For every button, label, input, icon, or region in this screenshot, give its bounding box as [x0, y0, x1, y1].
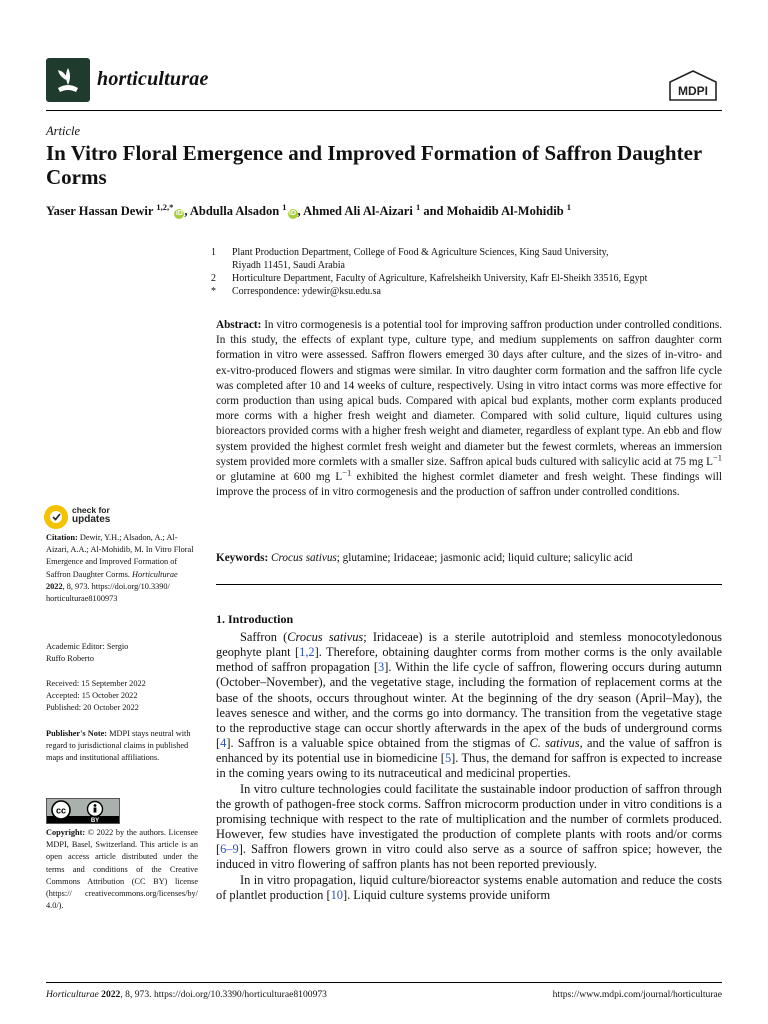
check-for-updates-label[interactable]: check for updates — [72, 505, 111, 525]
citation-year: 2022 — [46, 581, 63, 591]
svg-text:MDPI: MDPI — [678, 84, 708, 98]
received-date: Received: 15 September 2022 — [46, 679, 146, 688]
publisher-note-label: Publisher's Note: — [46, 729, 108, 738]
affiliation-text: Riyadh 11451, Saudi Arabia — [232, 260, 345, 271]
abstract-label: Abstract: — [216, 319, 262, 331]
citation-link[interactable]: 5 — [444, 751, 452, 766]
mdpi-logo[interactable] — [668, 70, 718, 104]
keywords-list: ; glutamine; Iridaceae; jasmonic acid; liquid culture; salicylic acid — [336, 552, 633, 564]
citation-link[interactable]: 6–9 — [220, 842, 239, 857]
author-name[interactable]: Ahmed Ali Al-Aizari — [303, 204, 413, 218]
affiliation-text: Plant Production Department, College of Food & Agriculture Sciences, King Saud University, — [232, 247, 609, 258]
svg-text:cc: cc — [55, 805, 67, 816]
citation-link[interactable]: 3 — [377, 660, 385, 675]
affiliation-mark: 2 — [211, 273, 216, 284]
footer-citation — [46, 989, 327, 1000]
author-sup: 1 — [415, 201, 421, 212]
copyright-label: Copyright: — [46, 828, 86, 837]
author-name[interactable]: and Mohaidib Al-Mohidib — [423, 204, 564, 218]
unit-exponent: −1 — [342, 467, 352, 478]
academic-editor — [46, 641, 198, 665]
check-for-updates-icon[interactable] — [44, 505, 68, 529]
introduction-body — [216, 630, 722, 903]
journal-name[interactable]: horticulturae — [97, 68, 209, 90]
copyright-text: © 2022 by the authors. Licensee MDPI, Basel, Switzerland. This article is an open access article distributed under the terms and conditions of the Creative Commons Attribution (CC BY) license (https:// creativecommons.org/licenses/by/ 4.0/). — [46, 828, 198, 911]
footer-journal: Horticulturae — [46, 989, 99, 1000]
publisher-note — [46, 728, 198, 765]
keyword-species: Crocus sativus — [271, 552, 337, 564]
accepted-date: Accepted: 15 October 2022 — [46, 691, 138, 701]
paragraph: In in vitro propagation, liquid culture/bioreactor systems enable automation and reduce the costs of plantlet production [10]. Liquid culture systems provide uniform — [216, 872, 722, 902]
keywords-label: Keywords: — [216, 552, 269, 564]
history-dates — [46, 678, 198, 715]
paragraph: In vitro culture technologies could facilitate the sustainable indoor production of saffron through the growth of pathogen-free stock corms. Saffron microcorm production under in vitro conditions is a promising technique with respect to the rate of multiplication and the number of cormlets produced. However, few studies have investigated the production of complete plants with roots and/or corms [6–9]. Saffron flowers grown in vitro could also serve as a source of saffron spice; however, the induced in vitro flowering of saffron plants has not been reported previously. — [216, 781, 722, 872]
section-heading: 1. Introduction — [216, 612, 294, 626]
journal-logo-icon — [46, 58, 90, 102]
affiliation-text: Horticulture Department, Faculty of Agriculture, Kafrelsheikh University, Kafr El-Sheikh 33516, Egypt — [232, 273, 648, 284]
keywords-divider — [216, 584, 722, 585]
orcid-icon[interactable]: iD — [289, 210, 297, 217]
citation-doi[interactable]: , 8, 973. https://doi.org/10.3390/ horticulturae8100973 — [46, 581, 170, 604]
footer-doi[interactable]: , 8, 973. https://doi.org/10.3390/horticulturae8100973 — [120, 989, 327, 1000]
author-list: Yaser Hassan Dewir $^{1,2,*}$iD , Abdulla Alsadon $^1$iD , Ahmed Ali Al-Aizari $^1$ and Mohaidib Al-Mohidib $^1$ — [46, 201, 572, 218]
citation-block — [46, 532, 198, 605]
footer-year: 2022 — [98, 989, 121, 1000]
affiliation-mark: * — [211, 286, 216, 297]
author-name[interactable]: Yaser Hassan Dewir — [46, 204, 154, 218]
published-date: Published: 20 October 2022 — [46, 703, 139, 713]
abstract-text: In vitro cormogenesis is a potential tool for improving saffron production under controlled conditions. In this study, the effects of explant type, culture type, and medium supplements on saffron daughter corm formation in vitro were assessed. Saffron flowers emerged 30 days after culture, and the sizes of in-vitro- and ex-vitro-produced flowers and stigmas were similar. In vitro daughter corm formation and the saffron life cycle was completed after 10 and 14 weeks of culture, respectively. Using in vitro intact corms was more effective for corm production than using apical buds. Compared with apical bud explants, mother corm explants produced more corms with a higher fresh weight and diameter. Compared with solid culture, liquid cultures using bioreactors provided corms with a higher fresh weight and diameter, regardless of explant type. An ebb and flow system provided the highest cormlet fresh weight and diameter but the fewest cormlets, whereas an immersion system provided more cormlets with a smaller size. Saffron apical buds cultured with salicylic acid at 75 mg L — [216, 319, 722, 468]
correspondence-text[interactable]: Correspondence: ydewir@ksu.edu.sa — [232, 286, 381, 297]
abstract-text: exhibited the highest cormlet diameter and fresh weight. These findings will improve the process of in vitro cormogenesis and the production of saffron under controlled conditions. — [216, 471, 722, 499]
keywords — [216, 551, 722, 566]
editor-line: Academic Editor: Sergio — [46, 642, 129, 651]
abstract-text: or glutamine at 600 mg L — [216, 471, 343, 484]
author-sup: 1 — [282, 201, 287, 212]
copyright-notice — [46, 827, 198, 912]
citation-journal: Horticulturae — [132, 569, 178, 579]
citation-link[interactable]: 10 — [330, 887, 343, 902]
article-title: In Vitro Floral Emergence and Improved Formation of Saffron Daughter Corms — [46, 141, 702, 189]
abstract — [216, 318, 722, 500]
citation-link[interactable]: 1,2 — [299, 645, 315, 660]
citation-label: Citation: — [46, 533, 78, 542]
citation-text: Dewir, Y.H.; Alsadon, A.; Al-Aizari, A.A.; Al-Mohidib, M. In Vitro Floral Emergence and Improved Formation of Saffron Daughter Corms. — [46, 533, 194, 579]
cc-by-license-icon[interactable] — [46, 798, 120, 824]
author-sup: 1 — [566, 201, 572, 212]
orcid-icon[interactable]: iD — [175, 210, 183, 217]
affiliation-mark: 1 — [211, 247, 216, 258]
paragraph: Saffron (Crocus sativus; Iridaceae) is a sterile autotriploid and stemless monocotyledonous geophyte plant [1,2]. Therefore, obtaining daughter corms from mother corms is the only available method of saffron propagation [3]. Within the life cycle of saffron, flowering occurs during autumn (October–November), and the vegetative stage, including the formation of replacement corms at the base of the shoots, occurs throughout winter. At the beginning of the dry season (April–May), the leaves senesce and wither, and the corms go into dormancy. The transition from the vegetative stage to the reproductive stage can occur shortly afterwards in the apex of the buds of underground corms [4]. Saffron is a valuable spice obtained from the stigmas of C. sativus, and the value of saffron is enhanced by its potential use in biomedicine [5]. Thus, the demand for saffron is expected to increase in the coming years owing to its nutraceutical and medicinal properties. — [216, 630, 722, 781]
footer-divider — [46, 982, 722, 983]
unit-exponent: −1 — [712, 452, 722, 463]
author-sup: 1,2,* — [156, 201, 174, 212]
article-type: Article — [46, 124, 81, 138]
svg-text:BY: BY — [90, 818, 100, 823]
citation-link[interactable]: 4 — [220, 736, 227, 751]
header-divider — [46, 110, 722, 111]
publisher-note-text: MDPI stays neutral with regard to jurisdictional claims in published maps and institutional affiliations. — [46, 729, 191, 763]
author-name[interactable]: Abdulla Alsadon — [189, 204, 280, 218]
footer-journal-url[interactable]: https://www.mdpi.com/journal/horticulturae — [552, 989, 722, 1000]
editor-line: Ruffo Roberto — [46, 654, 95, 664]
